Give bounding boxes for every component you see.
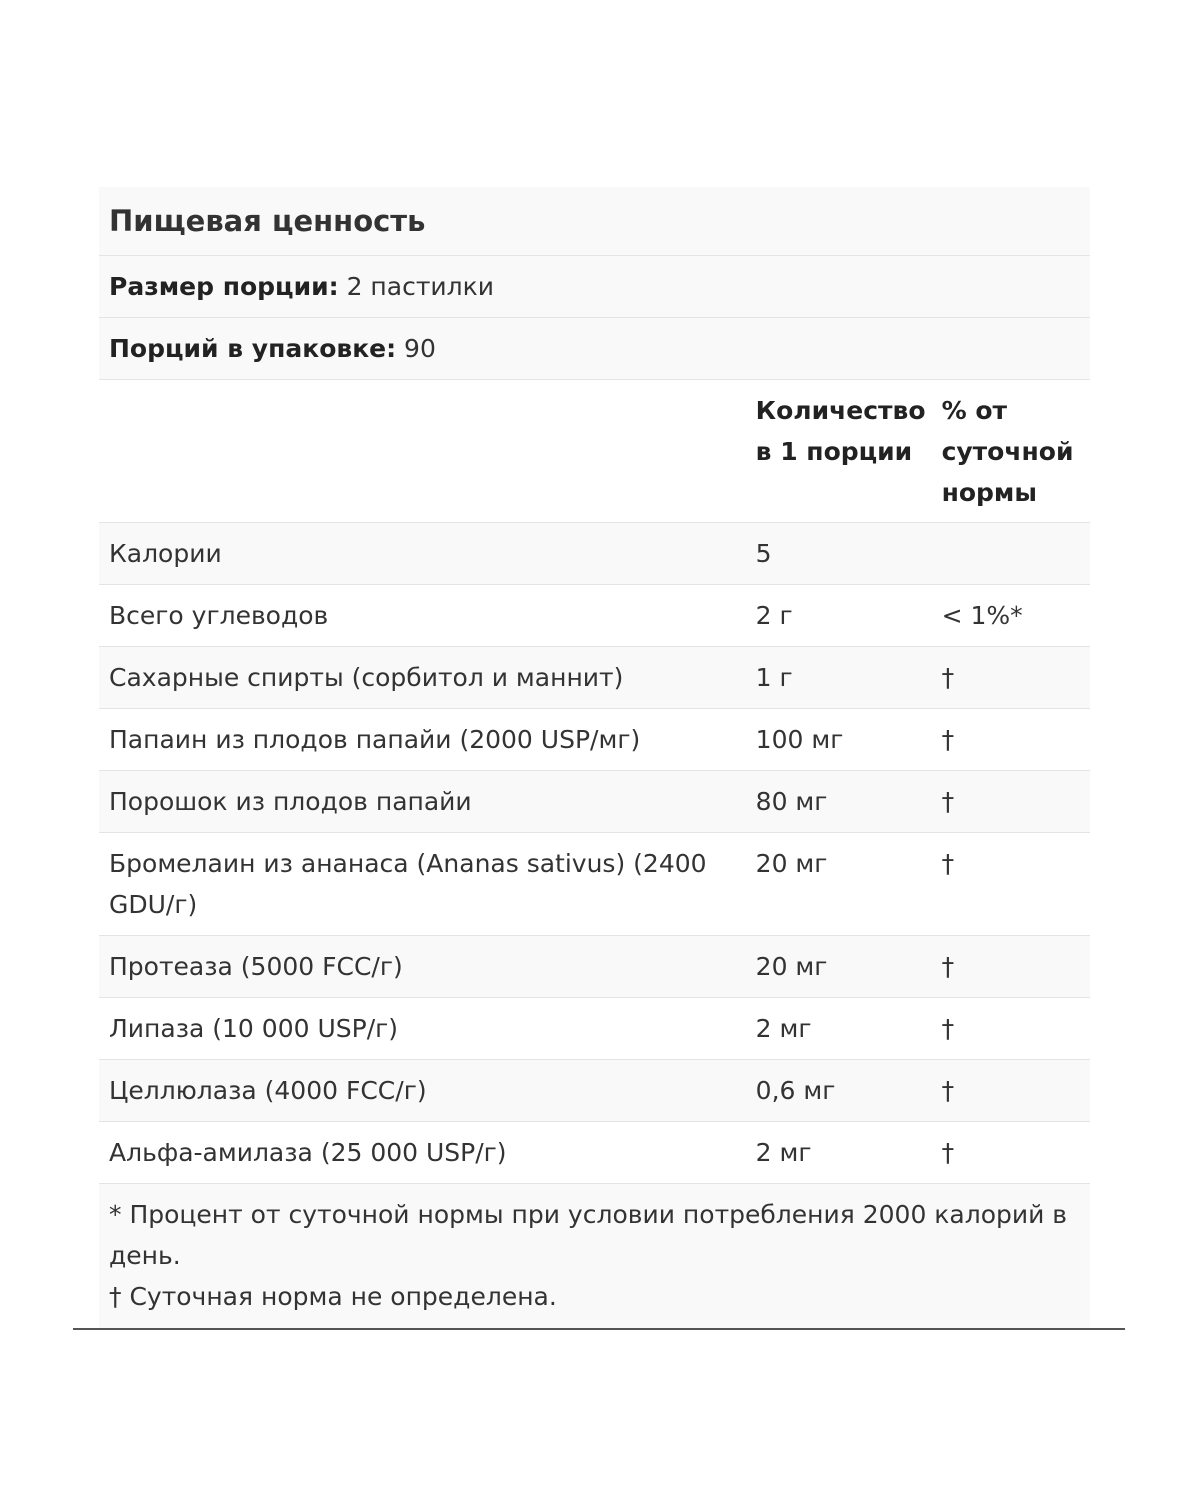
nutrient-amount: 20 мг <box>755 849 828 878</box>
nutrient-name: Бромелаин из ананаса (Ananas sativus) (2400 GDU/г) <box>109 849 707 919</box>
table-row <box>99 1060 1090 1122</box>
nutrient-name: Протеаза (5000 FCC/г) <box>109 952 403 981</box>
table-row <box>99 647 1090 709</box>
footnote-daily-value: * Процент от суточной нормы при условии потребления 2000 калорий в день. <box>109 1200 1068 1270</box>
nutrient-amount: 20 мг <box>755 952 828 981</box>
table-title-row <box>99 187 1090 256</box>
nutrient-daily-value: † <box>941 952 955 981</box>
column-header-dv-line1: % от <box>941 396 1007 425</box>
table-title: Пищевая ценность <box>109 204 426 238</box>
nutrient-amount: 100 мг <box>755 725 844 754</box>
column-header-row <box>99 380 1090 523</box>
nutrient-name: Альфа-амилаза (25 000 USP/г) <box>109 1138 507 1167</box>
column-header-empty <box>109 390 756 522</box>
nutrient-amount: 2 г <box>755 601 793 630</box>
nutrient-daily-value: † <box>941 663 955 692</box>
nutrient-amount: 2 мг <box>755 1138 812 1167</box>
serving-size-row <box>99 256 1090 318</box>
table-footnotes <box>99 1184 1090 1328</box>
servings-per-container-value: 90 <box>396 334 436 363</box>
nutrient-name: Папаин из плодов папайи (2000 USP/мг) <box>109 725 641 754</box>
nutrient-daily-value <box>942 533 1080 584</box>
nutrient-daily-value: † <box>941 1076 955 1105</box>
nutrient-daily-value: † <box>941 1014 955 1043</box>
table-row <box>99 771 1090 833</box>
nutrient-daily-value: < 1%* <box>941 601 1023 630</box>
column-header-amount-line2: в 1 порции <box>755 437 913 466</box>
nutrient-name: Сахарные спирты (сорбитол и маннит) <box>109 663 624 692</box>
table-row <box>99 585 1090 647</box>
table-row <box>99 998 1090 1060</box>
nutrient-amount: 0,6 мг <box>755 1076 836 1105</box>
nutrient-name: Порошок из плодов папайи <box>109 787 472 816</box>
nutrient-daily-value: † <box>941 849 955 878</box>
nutrient-name: Целлюлаза (4000 FCC/г) <box>109 1076 427 1105</box>
nutrient-name: Калории <box>109 539 222 568</box>
nutrient-amount: 1 г <box>755 663 793 692</box>
column-header-dv-line3: нормы <box>941 478 1037 507</box>
table-row <box>99 1122 1090 1184</box>
serving-size-value: 2 пастилки <box>338 272 494 301</box>
nutrient-daily-value: † <box>941 787 955 816</box>
table-row <box>99 833 1090 936</box>
table-row <box>99 709 1090 771</box>
nutrition-facts-table <box>99 187 1090 1328</box>
nutrient-daily-value: † <box>941 725 955 754</box>
nutrient-name: Липаза (10 000 USP/г) <box>109 1014 399 1043</box>
servings-per-container-label: Порций в упаковке: <box>109 334 397 363</box>
column-header-amount <box>756 390 942 522</box>
nutrient-amount: 2 мг <box>755 1014 812 1043</box>
serving-size-label: Размер порции: <box>109 272 339 301</box>
table-row <box>99 523 1090 585</box>
footnote-not-established: † Суточная норма не определена. <box>109 1282 557 1311</box>
servings-per-container-row <box>99 318 1090 380</box>
column-header-dv-line2: суточной <box>941 437 1074 466</box>
bottom-divider <box>73 1328 1125 1330</box>
table-row <box>99 936 1090 998</box>
column-header-daily-value <box>942 390 1080 522</box>
nutrient-daily-value: † <box>941 1138 955 1167</box>
column-header-amount-line1: Количество <box>755 396 926 425</box>
nutrient-amount: 80 мг <box>755 787 828 816</box>
nutrient-amount: 5 <box>755 539 772 568</box>
nutrient-name: Всего углеводов <box>109 601 329 630</box>
